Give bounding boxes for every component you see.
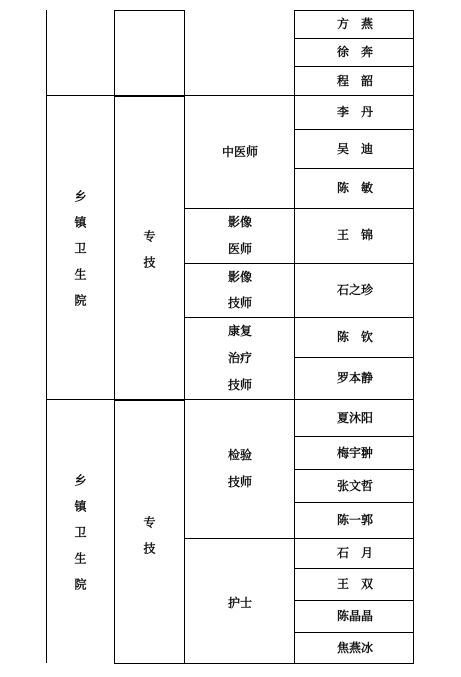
group-label-line: 影像 xyxy=(227,215,253,229)
group-divider xyxy=(185,538,295,539)
person-name: 吴 迪 xyxy=(336,142,374,156)
person-name: 梅宇翀 xyxy=(336,446,374,460)
person-name: 陈 敏 xyxy=(336,181,374,195)
group-label-line: 技师 xyxy=(227,378,253,392)
name-row-line xyxy=(294,168,414,169)
person-name: 张文哲 xyxy=(336,479,374,493)
group-label-line: 治疗 xyxy=(227,351,253,365)
group-divider xyxy=(185,399,295,400)
name-row-line xyxy=(294,469,414,470)
group-label-line: 影像 xyxy=(227,270,253,284)
name-row-line xyxy=(294,663,414,664)
name-col-right xyxy=(413,10,414,664)
person-name: 陈晶晶 xyxy=(336,609,374,623)
person-name: 焦燕冰 xyxy=(336,641,374,655)
name-row-line xyxy=(294,568,414,569)
name-row-line xyxy=(294,263,414,264)
group-label: 护士 xyxy=(227,596,253,610)
name-row-line xyxy=(294,357,414,358)
type-label: 专技 xyxy=(142,230,156,282)
name-row-line xyxy=(294,10,414,11)
group-label-line: 检验 xyxy=(227,448,253,462)
org-label: 乡镇卫生院 xyxy=(73,474,87,604)
group-label-line: 医师 xyxy=(227,242,253,256)
person-name: 李 丹 xyxy=(336,105,374,119)
group-divider xyxy=(185,263,295,264)
person-name: 陈 钦 xyxy=(336,330,374,344)
person-name: 罗本静 xyxy=(336,371,374,385)
name-row-line xyxy=(294,632,414,633)
name-row-line xyxy=(294,66,414,67)
left-border-line-top xyxy=(46,10,47,96)
name-row-line xyxy=(294,399,414,400)
name-row-line xyxy=(294,317,414,318)
name-row-line xyxy=(294,129,414,130)
group-label: 中医师 xyxy=(221,145,259,159)
name-row-line xyxy=(294,538,414,539)
person-name: 石 月 xyxy=(336,546,374,560)
person-name: 石之珍 xyxy=(336,283,374,297)
group-divider xyxy=(185,208,295,209)
name-row-line xyxy=(294,436,414,437)
group-divider xyxy=(185,95,295,96)
group-label-line: 技师 xyxy=(227,296,253,310)
person-name: 夏沐阳 xyxy=(336,411,374,425)
name-row-line xyxy=(294,208,414,209)
person-name: 陈一郭 xyxy=(336,513,374,527)
name-row-line xyxy=(294,600,414,601)
person-name: 徐 奔 xyxy=(336,45,374,59)
name-row-line xyxy=(294,502,414,503)
org-label: 乡镇卫生院 xyxy=(73,190,87,320)
name-col-left xyxy=(294,10,295,664)
group-label-line: 康复 xyxy=(227,324,253,338)
type-cell-1 xyxy=(114,10,185,97)
left-border-line xyxy=(46,96,47,663)
person-name: 程 韶 xyxy=(336,74,374,88)
group-label-line: 技师 xyxy=(227,475,253,489)
group-divider xyxy=(185,663,295,664)
section-divider-1 xyxy=(46,95,114,96)
group-divider xyxy=(185,317,295,318)
name-row-line xyxy=(294,38,414,39)
person-name: 方 燕 xyxy=(336,17,374,31)
person-name: 王 锦 xyxy=(336,228,374,242)
name-row-line xyxy=(294,95,414,96)
section-divider-2 xyxy=(46,399,114,400)
person-name: 王 双 xyxy=(336,577,374,591)
type-label: 专技 xyxy=(142,516,156,568)
